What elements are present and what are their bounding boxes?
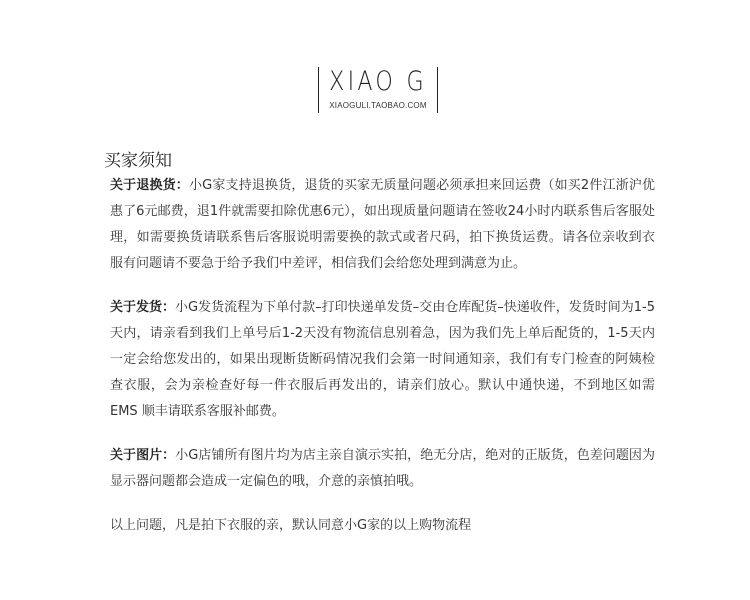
brand-logo bbox=[318, 65, 438, 115]
logo-right-bar bbox=[437, 67, 438, 113]
closing-text: 以上问题，凡是拍下衣服的亲，默认同意小G家的以上购物流程 bbox=[110, 518, 472, 533]
closing-section bbox=[110, 513, 655, 539]
logo-url-text: XIAOGULI.TAOBAO.COM bbox=[329, 101, 427, 110]
images-section bbox=[110, 443, 655, 495]
shipping-text: 小G发货流程为下单付款–打印快递单发货–交由仓库配货–快递收件，发货时间为1-5天内，请亲看到我们上单号后1-2天没有物流信息别着急，因为我们先上单后配货的，1-5天内一定会给您发出的，如果出现断货断码情况我们会第一时间通知亲，我们有专门检查的阿姨检查衣服，会为亲检查好每一件衣服后再发出的，请亲们放心。默认中通快递，不到地区如需EMS 顺丰请联系客服补邮费。 bbox=[110, 300, 655, 419]
logo-brand-text: XIAO G bbox=[329, 66, 427, 97]
page-title: 买家须知 bbox=[104, 151, 172, 171]
shipping-label: 关于发货： bbox=[110, 300, 176, 315]
shipping-section bbox=[110, 295, 655, 425]
returns-label: 关于退换货： bbox=[110, 178, 189, 193]
notice-content bbox=[110, 173, 655, 557]
images-label: 关于图片： bbox=[110, 448, 176, 463]
returns-section bbox=[110, 173, 655, 277]
images-text: 小G店铺所有图片均为店主亲自演示实拍，绝无分店，绝对的正版货，色差问题因为显示器问题都会造成一定偏色的哦，介意的亲慎拍哦。 bbox=[110, 448, 655, 489]
returns-text: 小G家支持退换货，退货的买家无质量问题必须承担来回运费（如买2件江浙沪优惠了6元邮费，退1件就需要扣除优惠6元），如出现质量问题请在签收24小时内联系售后客服处理，如需要换货请联系售后客服说明需要换的款式或者尺码，拍下换货运费。请各位亲收到衣服有问题请不要急于给予我们中差评，相信我们会给您处理到满意为止。 bbox=[110, 178, 655, 271]
